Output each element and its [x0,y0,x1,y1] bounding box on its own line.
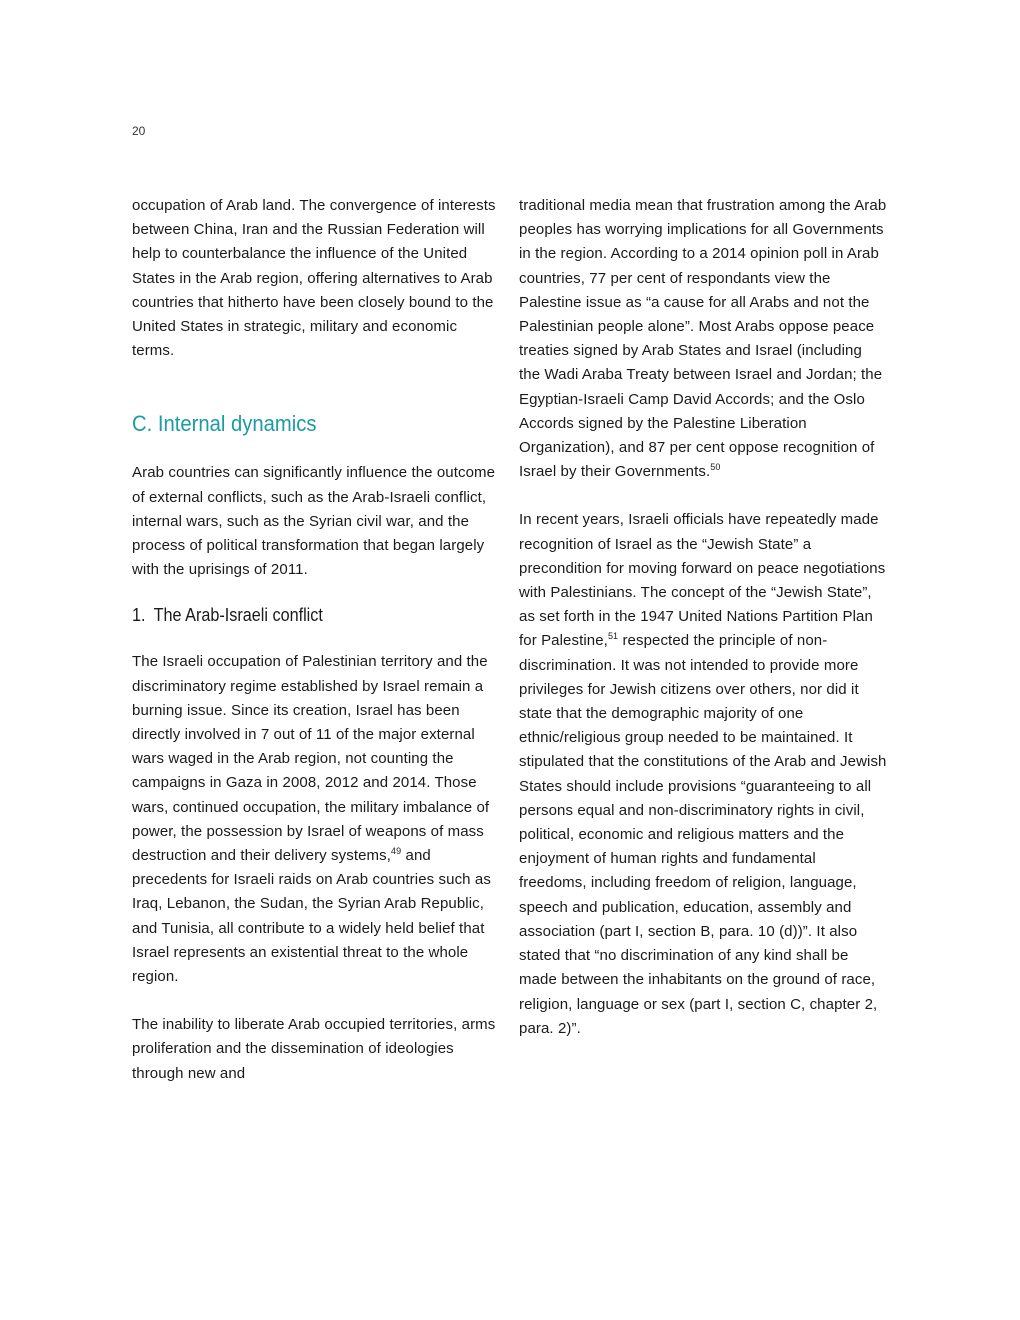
paragraph-israeli-occupation-part-a: The Israeli occupation of Palestinian territory and the discriminatory regime established by Israel remain a burning issue. Since its creation, Israel has been directly involved in 7 out of 11 of the major external wars waged in the Arab region, not counting the campaigns in Gaza in 2008, 2012 and 2014. Those wars, continued occupation, the military imbalance of power, the possession by Israel of weapons of mass destruction and their delivery systems, [132,653,490,865]
footnote-ref-49[interactable]: 49 [391,846,402,857]
right-column [519,194,887,1041]
paragraph-arab-influence: Arab countries can significantly influence the outcome of external conflicts, such as the Arab-Israeli conflict, internal wars, such as the Syrian civil war, and the process of political transformation that began largely with the uprisings of 2011. [132,464,496,579]
left-column [132,194,500,1086]
paragraph-jewish-state-part-a: In recent years, Israeli officials have repeatedly made recognition of Israel as the “Jewish State” a precondition for moving forward on peace negotiations with Palestinians. The concept of the “Jewish State”, as set forth in the 1947 United Nations Partition Plan for Palestine, [519,511,886,650]
paragraph-israeli-occupation-part-b: and precedents for Israeli raids on Arab countries such as Iraq, Lebanon, the Sudan, the Syrian Arab Republic, and Tunisia, all contribute to a widely held belief that Israel represents an existential threat to the whole region. [132,847,491,986]
subsection-number: 1. [132,605,146,626]
subsection-heading-arab-israeli-conflict [132,602,463,628]
paragraph-traditional-media [519,194,887,484]
section-heading-internal-dynamics: C. Internal dynamics [132,411,317,437]
paragraph-jewish-state [519,508,887,1040]
paragraph-convergence: occupation of Arab land. The convergence of interests between China, Iran and the Russian Federation will help to counterbalance the influence of the United States in the Arab region, offering alternatives to Arab countries that hitherto have been closely bound to the United States in strategic, military and economic terms. [132,197,496,360]
footnote-ref-51[interactable]: 51 [607,631,619,642]
paragraph-israeli-occupation [132,650,500,989]
paragraph-jewish-state-part-b: respected the principle of non-discrimination. It was not intended to provide more privileges for Jewish citizens over others, nor did it state that the demographic majority of one ethnic/religious group needed to be maintained. It stipulated that the constitutions of the Arab and Jewish States should include provisions “guaranteeing to all persons equal and non-discriminatory rights in civil, political, economic and religious matters and the enjoyment of human rights and fundamental freedoms, including freedom of religion, language, speech and publication, education, assembly and association (part I, section B, para. 10 (d))”. It also stated that “no discrimination of any kind shall be made between the inhabitants on the ground of race, religion, language or sex (part I, section C, chapter 2, para. 2)”. [519,632,887,1037]
subsection-title: The Arab-Israeli conflict [153,605,323,626]
paragraph-traditional-media-text: traditional media mean that frustration among the Arab peoples has worrying implications for all Governments in the region. According to a 2014 opinion poll in Arab countries, 77 per cent of respondants view the Palestine issue as “a cause for all Arabs and not the Palestinian people alone”. Most Arabs oppose peace treaties signed by Arab States and Israel (including the Wadi Araba Treaty between Israel and Jordan; the Egyptian-Israeli Camp David Accords; and the Oslo Accords signed by the Palestine Liberation Organization), and 87 per cent oppose recognition of Israel by their Governments. [519,197,887,481]
footnote-ref-50[interactable]: 50 [710,462,721,473]
page-number: 20 [132,124,146,138]
paragraph-inability-to-liberate: The inability to liberate Arab occupied territories, arms proliferation and the dissemination of ideologies through new and [132,1016,496,1082]
